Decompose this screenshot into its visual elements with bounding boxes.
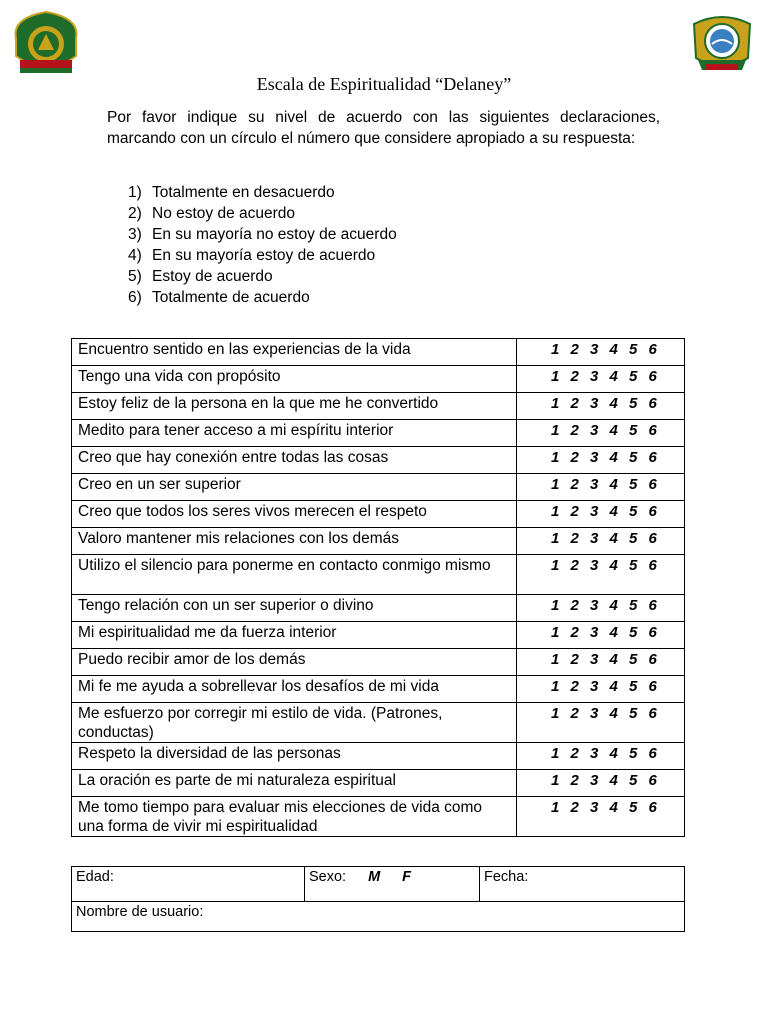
rating-option-1[interactable]: 1 xyxy=(551,772,560,789)
rating-option-6[interactable]: 6 xyxy=(648,745,657,762)
rating-option-2[interactable]: 2 xyxy=(570,678,579,695)
rating-option-1[interactable]: 1 xyxy=(551,476,560,493)
rating-option-4[interactable]: 4 xyxy=(609,557,618,574)
rating-option-5[interactable]: 5 xyxy=(629,476,638,493)
rating-scale xyxy=(517,366,685,393)
rating-option-1[interactable]: 1 xyxy=(551,530,560,547)
statement-row xyxy=(72,676,685,703)
statement-text: Me esfuerzo por corregir mi estilo de vida. (Patrones, conductas) xyxy=(72,703,517,743)
statement-row xyxy=(72,743,685,770)
rating-option-3[interactable]: 3 xyxy=(590,422,599,439)
rating-option-1[interactable]: 1 xyxy=(551,597,560,614)
statement-row xyxy=(72,797,685,837)
rating-option-4[interactable]: 4 xyxy=(609,422,618,439)
rating-option-4[interactable]: 4 xyxy=(609,705,618,722)
rating-option-6[interactable]: 6 xyxy=(648,449,657,466)
rating-option-4[interactable]: 4 xyxy=(609,530,618,547)
rating-scale xyxy=(517,528,685,555)
statement-row xyxy=(72,447,685,474)
rating-option-5[interactable]: 5 xyxy=(629,705,638,722)
rating-option-6[interactable]: 6 xyxy=(648,476,657,493)
rating-option-6[interactable]: 6 xyxy=(648,341,657,358)
rating-option-4[interactable]: 4 xyxy=(609,449,618,466)
rating-option-6[interactable]: 6 xyxy=(648,530,657,547)
rating-option-4[interactable]: 4 xyxy=(609,503,618,520)
statement-text: Utilizo el silencio para ponerme en contacto conmigo mismo xyxy=(72,555,517,595)
statement-text: Creo que todos los seres vivos merecen el respeto xyxy=(72,501,517,528)
rating-option-2[interactable]: 2 xyxy=(570,705,579,722)
statement-row xyxy=(72,501,685,528)
rating-option-6[interactable]: 6 xyxy=(648,422,657,439)
rating-option-3[interactable]: 3 xyxy=(590,624,599,641)
statement-row xyxy=(72,528,685,555)
rating-option-5[interactable]: 5 xyxy=(629,449,638,466)
rating-option-2[interactable]: 2 xyxy=(570,745,579,762)
statement-row xyxy=(72,595,685,622)
rating-scale xyxy=(517,420,685,447)
rating-option-4[interactable]: 4 xyxy=(609,624,618,641)
rating-option-2[interactable]: 2 xyxy=(570,557,579,574)
rating-scale xyxy=(517,474,685,501)
option-item: 4) En su mayoría estoy de acuerdo xyxy=(128,247,376,264)
rating-option-5[interactable]: 5 xyxy=(629,651,638,668)
rating-option-1[interactable]: 1 xyxy=(551,368,560,385)
username-field[interactable]: Nombre de usuario: xyxy=(72,902,685,932)
rating-option-4[interactable]: 4 xyxy=(609,651,618,668)
rating-option-3[interactable]: 3 xyxy=(590,678,599,695)
rating-option-6[interactable]: 6 xyxy=(648,557,657,574)
rating-option-4[interactable]: 4 xyxy=(609,772,618,789)
option-item: 1) Totalmente en desacuerdo xyxy=(128,184,335,201)
rating-option-5[interactable]: 5 xyxy=(629,624,638,641)
rating-option-4[interactable]: 4 xyxy=(609,395,618,412)
rating-option-3[interactable]: 3 xyxy=(590,368,599,385)
rating-option-1[interactable]: 1 xyxy=(551,557,560,574)
rating-option-2[interactable]: 2 xyxy=(570,597,579,614)
rating-scale xyxy=(517,703,685,743)
statement-text: Creo que hay conexión entre todas las cosas xyxy=(72,447,517,474)
rating-option-1[interactable]: 1 xyxy=(551,341,560,358)
statement-text: Creo en un ser superior xyxy=(72,474,517,501)
rating-scale xyxy=(517,339,685,366)
form-title: Escala de Espiritualidad “Delaney” xyxy=(256,74,512,94)
rating-option-2[interactable]: 2 xyxy=(570,395,579,412)
statement-row xyxy=(72,474,685,501)
rating-option-3[interactable]: 3 xyxy=(590,341,599,358)
statement-text: Puedo recibir amor de los demás xyxy=(72,649,517,676)
rating-option-4[interactable]: 4 xyxy=(609,597,618,614)
rating-option-4[interactable]: 4 xyxy=(609,341,618,358)
rating-option-2[interactable]: 2 xyxy=(570,772,579,789)
rating-option-5[interactable]: 5 xyxy=(629,422,638,439)
rating-scale xyxy=(517,555,685,595)
rating-option-2[interactable]: 2 xyxy=(570,530,579,547)
rating-option-2[interactable]: 2 xyxy=(570,799,579,816)
rating-option-1[interactable]: 1 xyxy=(551,799,560,816)
rating-option-2[interactable]: 2 xyxy=(570,624,579,641)
rating-option-6[interactable]: 6 xyxy=(648,624,657,641)
rating-option-5[interactable]: 5 xyxy=(629,368,638,385)
instructions-text: Por favor indique su nivel de acuerdo con las siguientes declaraciones, marcando con un círculo el número que considere apropiado a su respuesta: xyxy=(107,109,660,147)
rating-option-5[interactable]: 5 xyxy=(629,341,638,358)
statement-text: Tengo relación con un ser superior o divino xyxy=(72,595,517,622)
statement-text: Tengo una vida con propósito xyxy=(72,366,517,393)
rating-option-1[interactable]: 1 xyxy=(551,624,560,641)
rating-scale xyxy=(517,393,685,420)
rating-option-5[interactable]: 5 xyxy=(629,530,638,547)
option-item: 6) Totalmente de acuerdo xyxy=(128,289,310,306)
rating-option-6[interactable]: 6 xyxy=(648,772,657,789)
rating-option-1[interactable]: 1 xyxy=(551,449,560,466)
rating-option-6[interactable]: 6 xyxy=(648,368,657,385)
rating-option-6[interactable]: 6 xyxy=(648,651,657,668)
statement-row xyxy=(72,420,685,447)
sex-option-m[interactable]: M xyxy=(368,869,381,885)
rating-option-4[interactable]: 4 xyxy=(609,368,618,385)
rating-option-4[interactable]: 4 xyxy=(609,745,618,762)
statement-text: Respeto la diversidad de las personas xyxy=(72,743,517,770)
rating-option-1[interactable]: 1 xyxy=(551,422,560,439)
respondent-info-table xyxy=(71,866,685,932)
rating-option-6[interactable]: 6 xyxy=(648,705,657,722)
rating-option-6[interactable]: 6 xyxy=(648,597,657,614)
rating-scale xyxy=(517,676,685,703)
rating-option-3[interactable]: 3 xyxy=(590,597,599,614)
rating-option-2[interactable]: 2 xyxy=(570,449,579,466)
rating-option-6[interactable]: 6 xyxy=(648,395,657,412)
rating-scale xyxy=(517,770,685,797)
rating-option-3[interactable]: 3 xyxy=(590,395,599,412)
statement-text: Estoy feliz de la persona en la que me he convertido xyxy=(72,393,517,420)
statement-text: Medito para tener acceso a mi espíritu interior xyxy=(72,420,517,447)
rating-option-3[interactable]: 3 xyxy=(590,530,599,547)
statement-text: Mi espiritualidad me da fuerza interior xyxy=(72,622,517,649)
rating-scale xyxy=(517,797,685,837)
rating-scale xyxy=(517,595,685,622)
rating-scale xyxy=(517,447,685,474)
rating-option-1[interactable]: 1 xyxy=(551,503,560,520)
rating-option-1[interactable]: 1 xyxy=(551,651,560,668)
rating-option-3[interactable]: 3 xyxy=(590,745,599,762)
statement-row xyxy=(72,770,685,797)
rating-scale xyxy=(517,501,685,528)
age-field[interactable]: Edad: xyxy=(72,867,305,902)
statement-text: Encuentro sentido en las experiencias de la vida xyxy=(72,339,517,366)
statement-row xyxy=(72,649,685,676)
rating-option-2[interactable]: 2 xyxy=(570,368,579,385)
sex-field[interactable]: Sexo: M F xyxy=(305,867,480,902)
rating-option-1[interactable]: 1 xyxy=(551,678,560,695)
rating-option-3[interactable]: 3 xyxy=(590,476,599,493)
statement-text: Me tomo tiempo para evaluar mis elecciones de vida como una forma de vivir mi espiritualidad xyxy=(72,797,517,837)
rating-option-4[interactable]: 4 xyxy=(609,476,618,493)
statement-text: Mi fe me ayuda a sobrellevar los desafíos de mi vida xyxy=(72,676,517,703)
option-item: 2) No estoy de acuerdo xyxy=(128,205,296,222)
statement-row xyxy=(72,393,685,420)
statement-row xyxy=(72,339,685,366)
rating-option-6[interactable]: 6 xyxy=(648,503,657,520)
rating-option-3[interactable]: 3 xyxy=(590,799,599,816)
rating-option-3[interactable]: 3 xyxy=(590,449,599,466)
rating-scale xyxy=(517,622,685,649)
university-seal-left-logo xyxy=(10,8,82,80)
statement-text: Valoro mantener mis relaciones con los demás xyxy=(72,528,517,555)
statement-row xyxy=(72,622,685,649)
statement-row xyxy=(72,555,685,595)
date-field[interactable]: Fecha: xyxy=(480,867,685,902)
rating-option-1[interactable]: 1 xyxy=(551,705,560,722)
rating-option-5[interactable]: 5 xyxy=(629,395,638,412)
statement-row xyxy=(72,366,685,393)
statement-text: La oración es parte de mi naturaleza espiritual xyxy=(72,770,517,797)
university-seal-right-logo xyxy=(686,8,758,80)
rating-option-5[interactable]: 5 xyxy=(629,678,638,695)
rating-option-3[interactable]: 3 xyxy=(590,557,599,574)
rating-option-2[interactable]: 2 xyxy=(570,503,579,520)
option-item: 3) En su mayoría no estoy de acuerdo xyxy=(128,226,397,243)
rating-option-6[interactable]: 6 xyxy=(648,799,657,816)
rating-option-5[interactable]: 5 xyxy=(629,772,638,789)
rating-option-3[interactable]: 3 xyxy=(590,503,599,520)
rating-option-1[interactable]: 1 xyxy=(551,745,560,762)
rating-option-2[interactable]: 2 xyxy=(570,341,579,358)
statements-table xyxy=(71,338,685,837)
rating-option-3[interactable]: 3 xyxy=(590,705,599,722)
rating-option-4[interactable]: 4 xyxy=(609,799,618,816)
option-item: 5) Estoy de acuerdo xyxy=(128,268,273,285)
rating-option-5[interactable]: 5 xyxy=(629,557,638,574)
rating-option-5[interactable]: 5 xyxy=(629,745,638,762)
sex-option-f[interactable]: F xyxy=(402,869,411,885)
rating-scale xyxy=(517,649,685,676)
rating-option-3[interactable]: 3 xyxy=(590,772,599,789)
rating-option-1[interactable]: 1 xyxy=(551,395,560,412)
response-options-list xyxy=(128,182,397,308)
rating-option-5[interactable]: 5 xyxy=(629,597,638,614)
rating-option-2[interactable]: 2 xyxy=(570,651,579,668)
rating-option-4[interactable]: 4 xyxy=(609,678,618,695)
rating-option-6[interactable]: 6 xyxy=(648,678,657,695)
rating-option-2[interactable]: 2 xyxy=(570,476,579,493)
rating-option-5[interactable]: 5 xyxy=(629,503,638,520)
rating-scale xyxy=(517,743,685,770)
statement-row xyxy=(72,703,685,743)
rating-option-3[interactable]: 3 xyxy=(590,651,599,668)
rating-option-2[interactable]: 2 xyxy=(570,422,579,439)
rating-option-5[interactable]: 5 xyxy=(629,799,638,816)
